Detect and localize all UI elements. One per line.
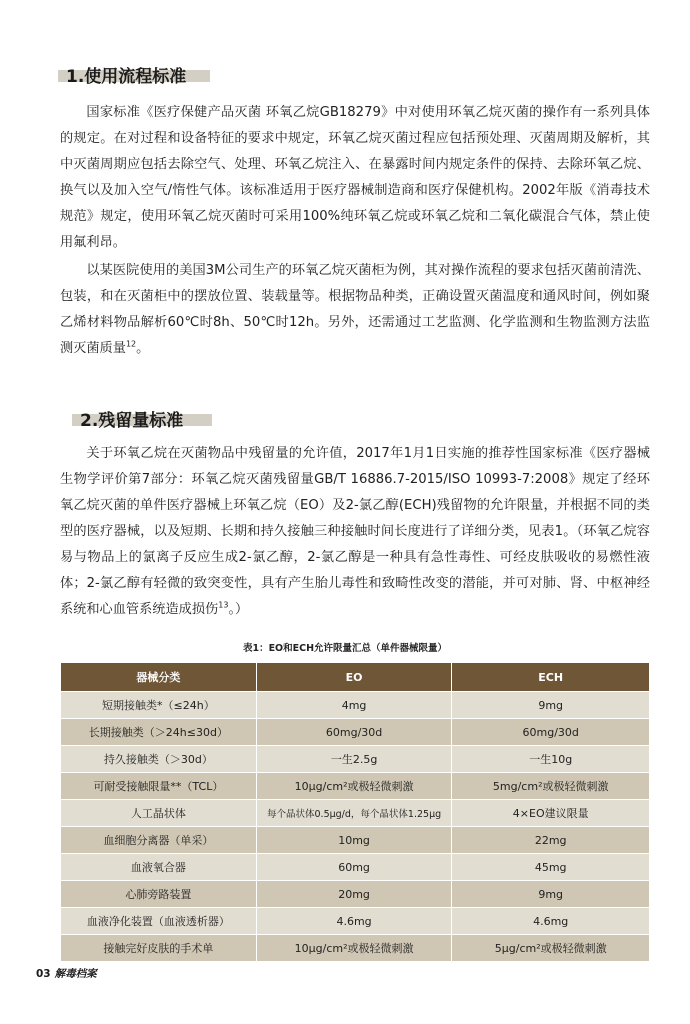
- eo-ech-limits-table: [60, 662, 650, 962]
- section-2-paragraph: [60, 441, 650, 623]
- section-1-heading: 1.使用流程标准: [66, 67, 187, 87]
- page-footer: [36, 966, 97, 981]
- table-cell-ech: 9mg: [452, 881, 650, 908]
- table-cell-category: 血液氧合器: [61, 854, 257, 881]
- table-cell-ech: 9mg: [452, 692, 650, 719]
- table-row: [61, 827, 650, 854]
- table-row: [61, 935, 650, 962]
- table-cell-category: 血细胞分离器（单采）: [61, 827, 257, 854]
- table-cell-eo: 60mg: [256, 854, 452, 881]
- table-cell-category: 血液净化装置（血液透析器）: [61, 908, 257, 935]
- table-cell-ech: 4×EO建议限量: [452, 800, 650, 827]
- table-cell-ech: 一生10g: [452, 746, 650, 773]
- table-caption: 表1：EO和ECH允许限量汇总（单件器械限量）: [242, 643, 448, 654]
- table-header-row: [61, 663, 650, 692]
- table-cell-ech: 22mg: [452, 827, 650, 854]
- section-2-heading: 2.残留量标准: [80, 411, 184, 431]
- table-cell-eo: 10μg/cm²或极轻微刺激: [256, 773, 452, 800]
- table-cell-ech: 5mg/cm²或极轻微刺激: [452, 773, 650, 800]
- section-1-paragraph-1: 国家标准《医疗保健产品灭菌 环氧乙烷GB18279》中对使用环氧乙烷灭菌的操作有一系列具体的规定。在对过程和设备特征的要求中规定，环氧乙烷灭菌过程应包括预处理、灭菌周期及解析，其中灭菌周期应包括去除空气、处理、环氧乙烷注入、在暴露时间内规定条件的保持、去除环氧乙烷、换气以及加入空气/惰性气体。该标准适用于医疗器械制造商和医疗保健机构。2002年版《消毒技术规范》规定，使用环氧乙烷灭菌时可采用100%纯环氧乙烷或环氧乙烷和二氧化碳混合气体，禁止使用氟利昂。: [60, 105, 650, 250]
- table-cell-ech: 5μg/cm²或极轻微刺激: [452, 935, 650, 962]
- table-row: [61, 800, 650, 827]
- section-1-reference: 12: [125, 339, 137, 349]
- table-header-ech: ECH: [452, 663, 650, 692]
- page-number: 03: [36, 968, 51, 980]
- table-cell-ech: 4.6mg: [452, 908, 650, 935]
- table-cell-ech: 45mg: [452, 854, 650, 881]
- table-cell-eo: 4mg: [256, 692, 452, 719]
- table-row: [61, 692, 650, 719]
- table-cell-eo: 4.6mg: [256, 908, 452, 935]
- table-cell-ech: 60mg/30d: [452, 719, 650, 746]
- table-cell-eo: 10mg: [256, 827, 452, 854]
- table-row: [61, 746, 650, 773]
- table-cell-category: 可耐受接触限量**（TCL）: [61, 773, 257, 800]
- table-cell-eo: 20mg: [256, 881, 452, 908]
- table-cell-eo: 每个晶状体0.5μg/d，每个晶状体1.25μg: [256, 800, 452, 827]
- table-cell-category: 长期接触类（＞24h≤30d）: [61, 719, 257, 746]
- section-1-paragraph-2-tail: 。: [136, 341, 150, 356]
- table-cell-category: 接触完好皮肤的手术单: [61, 935, 257, 962]
- section-1-paragraph-2: [60, 258, 650, 362]
- table-cell-category: 持久接触类（＞30d）: [61, 746, 257, 773]
- section-2-reference: 13: [218, 600, 229, 610]
- table-row: [61, 881, 650, 908]
- publication-title: 解毒档案: [54, 968, 97, 980]
- table-row: [61, 854, 650, 881]
- section-1-paragraph-2-text: 以某医院使用的美国3M公司生产的环氧乙烷灭菌柜为例，其对操作流程的要求包括灭菌前清洗、包装，和在灭菌柜中的摆放位置、装载量等。根据物品种类，正确设置灭菌温度和通风时间，例如聚乙烯材料物品解析60℃时8h、50℃时12h。另外，还需通过工艺监测、化学监测和生物监测方法监测灭菌质量: [60, 263, 650, 356]
- table-cell-category: 心肺旁路装置: [61, 881, 257, 908]
- table-row: [61, 908, 650, 935]
- section-2-paragraph-tail: 。）: [228, 602, 249, 617]
- table-row: [61, 719, 650, 746]
- table-header-category: 器械分类: [61, 663, 257, 692]
- table-cell-eo: 10μg/cm²或极轻微刺激: [256, 935, 452, 962]
- table-header-eo: EO: [256, 663, 452, 692]
- table-cell-eo: 60mg/30d: [256, 719, 452, 746]
- table-cell-eo: 一生2.5g: [256, 746, 452, 773]
- table-cell-category: 短期接触类*（≤24h）: [61, 692, 257, 719]
- section-2-paragraph-text: 关于环氧乙烷在灭菌物品中残留量的允许值，2017年1月1日实施的推荐性国家标准《医疗器械生物学评价第7部分：环氧乙烷灭菌残留量GB/T 16886.7-2015/ISO 10993-7:2008》规定了经环氧乙烷灭菌的单件医疗器械上环氧乙烷（EO）及2-氯乙醇(ECH)残留物的允许限量，并根据不同的类型的医疗器械，以及短期、长期和持久接触三种接触时间长度进行了详细分类，见表1。（环氧乙烷容易与物品上的氯离子反应生成2-氯乙醇，2-氯乙醇是一种具有急性毒性、可经皮肤吸收的易燃性液体；2-氯乙醇有轻微的致突变性，具有产生胎儿毒性和致畸性改变的潜能，并可对肺、肾、中枢神经系统和心血管系统造成损伤: [60, 446, 650, 617]
- table-cell-category: 人工晶状体: [61, 800, 257, 827]
- table-row: [61, 773, 650, 800]
